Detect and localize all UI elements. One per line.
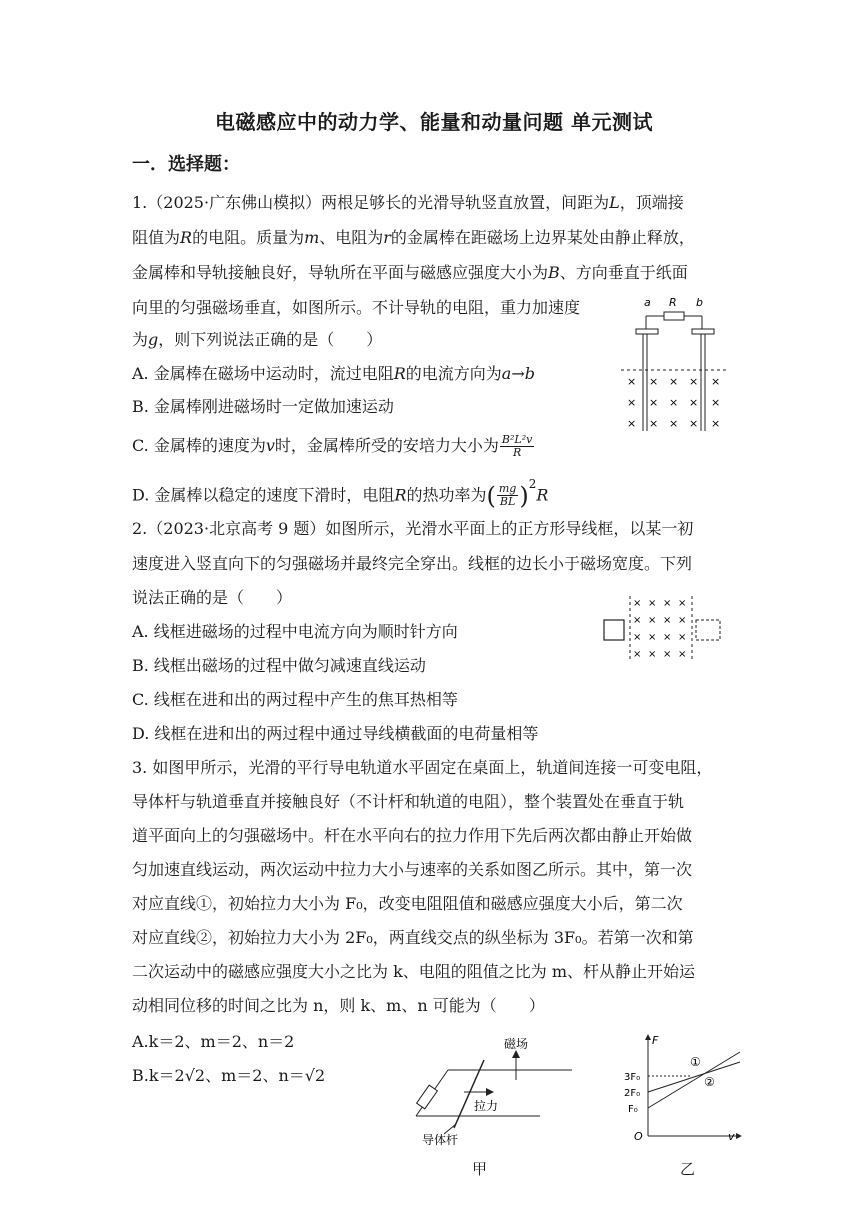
- svg-text:×: ×: [663, 649, 672, 660]
- q3-line-3: 道平面向上的匀强磁场中。杆在水平向右的拉力作用下先后两次都由静止开始做: [132, 826, 693, 845]
- x-axis-label: v: [728, 1130, 735, 1143]
- q1-power-fraction: $\frac{mg}{BL}$: [498, 482, 517, 509]
- q1-line-3: 金属棒和导轨接触良好，导轨所在平面与磁感应强度大小为B、方向垂直于纸面: [132, 263, 688, 282]
- resistor-icon: [664, 312, 684, 320]
- q3-line-6: 对应直线②，初始拉力大小为 2F₀，两直线交点的纵坐标为 3F₀。若第一次和第: [132, 928, 694, 947]
- field-marks: [627, 375, 720, 430]
- q3-figure-yi: [622, 1030, 752, 1143]
- q2-line-2: 速度进入竖直向下的匀强磁场并最终完全穿出。线框的边长小于磁场宽度。下列: [132, 554, 693, 573]
- svg-text:×: ×: [669, 375, 679, 388]
- q3-option-a: A.k＝2、m＝2、n＝2: [132, 1032, 295, 1051]
- q2-option-d: D. 线框在进和出的两过程中通过导线横截面的电荷量相等: [132, 724, 539, 743]
- svg-text:×: ×: [678, 615, 687, 626]
- q2-option-a: A. 线框进磁场的过程中电流方向为顺时针方向: [132, 622, 458, 641]
- svg-text:×: ×: [633, 615, 642, 626]
- label-a: a: [644, 296, 651, 309]
- q3-line-2: 导体杆与轨道垂直并接触良好（不计杆和轨道的电阻），整个装置处在垂直于轨: [132, 792, 685, 811]
- field-arrow-icon: [512, 1050, 520, 1058]
- svg-text:×: ×: [678, 649, 687, 660]
- document-title: 电磁感应中的动力学、能量和动量问题 单元测试: [215, 110, 653, 134]
- q2-frame-figure: [600, 594, 724, 662]
- q1-line-1: 1.（2025·广东佛山模拟）两根足够长的光滑导轨竖直放置，间距为L，顶端接: [132, 193, 684, 212]
- q2-line-3: 说法正确的是（ ）: [132, 588, 293, 607]
- svg-text:×: ×: [689, 396, 699, 409]
- svg-text:×: ×: [669, 417, 679, 430]
- svg-text:×: ×: [663, 615, 672, 626]
- rod-label: 导体杆: [422, 1133, 459, 1147]
- section-heading: 一．选择题：: [132, 154, 240, 175]
- q1-option-a: A. 金属棒在磁场中运动时，流过电阻R的电流方向为a→b: [132, 364, 535, 383]
- svg-text:×: ×: [633, 649, 642, 660]
- svg-text:×: ×: [649, 396, 659, 409]
- svg-text:×: ×: [689, 375, 699, 388]
- q1-option-b: B. 金属棒刚进磁场时一定做加速运动: [132, 397, 394, 416]
- q3-line-7: 二次运动中的磁感应强度大小之比为 k、电阻的阻值之比为 m、杆从静止开始运: [132, 962, 696, 981]
- q3-line-8: 动相同位移的时间之比为 n，则 k、m、n 可能为（ ）: [132, 996, 545, 1015]
- q3-line-4: 匀加速直线运动，两次运动中拉力大小与速率的关系如图乙所示。其中，第一次: [132, 860, 693, 879]
- svg-text:×: ×: [678, 632, 687, 643]
- y-axis-label: F: [652, 1034, 659, 1047]
- tick-2f0: 2F₀: [624, 1088, 641, 1099]
- force-label: 拉力: [474, 1099, 499, 1113]
- q1-line-4: 向里的匀强磁场垂直，如图所示。不计导轨的电阻，重力加速度: [132, 298, 581, 317]
- line-1-label: ①: [690, 1055, 701, 1069]
- square-frame: [604, 620, 624, 640]
- variable-resistor-icon: [417, 1085, 438, 1109]
- tick-3f0: 3F₀: [624, 1072, 641, 1083]
- q3-figure-jia: [404, 1036, 584, 1146]
- svg-text:×: ×: [663, 598, 672, 609]
- q1-option-c: C. 金属棒的速度为v时，金属棒所受的安培力大小为 $\frac{\text{B²L²v}}{R}$: [132, 433, 533, 459]
- q1-force-fraction: $\frac{\text{B²L²v}}{R}$: [501, 433, 533, 459]
- svg-text:×: ×: [649, 375, 659, 388]
- svg-text:×: ×: [663, 632, 672, 643]
- label-b: b: [696, 296, 703, 309]
- line-2-label: ②: [704, 1075, 715, 1089]
- q2-line-1: 2.（2023·北京高考 9 题）如图所示，光滑水平面上的正方形导线框，以某一初: [132, 519, 694, 538]
- figure-yi-caption: 乙: [680, 1160, 696, 1178]
- q1-option-d: D. 金属棒以稳定的速度下滑时，电阻R的热功率为( $\frac{mg}{BL}$ )$^2$R: [132, 477, 549, 510]
- label-resistor: R: [669, 296, 677, 309]
- origin-label: O: [634, 1130, 643, 1143]
- svg-text:×: ×: [633, 632, 642, 643]
- force-arrow-icon: [486, 1088, 494, 1096]
- q1-line-5: 为g，则下列说法正确的是（ ）: [132, 330, 383, 349]
- svg-text:×: ×: [648, 632, 657, 643]
- svg-text:×: ×: [648, 649, 657, 660]
- svg-text:×: ×: [648, 598, 657, 609]
- q2-option-b: B. 线框出磁场的过程中做匀减速直线运动: [132, 656, 426, 675]
- svg-text:×: ×: [689, 417, 699, 430]
- svg-text:×: ×: [711, 396, 721, 409]
- svg-text:×: ×: [678, 598, 687, 609]
- q3-line-1: 3. 如图甲所示，光滑的平行导电轨道水平固定在桌面上，轨道间连接一可变电阻，: [132, 758, 713, 777]
- figure-jia-caption: 甲: [472, 1160, 488, 1178]
- svg-text:×: ×: [649, 417, 659, 430]
- svg-text:×: ×: [669, 396, 679, 409]
- q1-rail-figure: [616, 296, 736, 436]
- q3-line-5: 对应直线①，初始拉力大小为 F₀，改变电阻阻值和磁感应强度大小后，第二次: [132, 894, 683, 913]
- svg-text:×: ×: [633, 598, 642, 609]
- svg-text:×: ×: [627, 396, 637, 409]
- tick-f0: F₀: [628, 1104, 638, 1115]
- dashed-frame: [696, 620, 720, 640]
- field-marks: [633, 598, 686, 660]
- field-label: 磁场: [504, 1037, 529, 1051]
- svg-text:×: ×: [627, 417, 637, 430]
- q3-option-b: B.k＝2√2、m＝2、n＝√2: [132, 1066, 326, 1085]
- q1-line-2: 阻值为R的电阻。质量为m、电阻为r的金属棒在距磁场上边界某处由静止释放，: [132, 228, 695, 247]
- svg-text:×: ×: [627, 375, 637, 388]
- svg-text:×: ×: [648, 615, 657, 626]
- q2-option-c: C. 线框在进和出的两过程中产生的焦耳热相等: [132, 690, 458, 709]
- svg-text:×: ×: [711, 417, 721, 430]
- svg-text:×: ×: [711, 375, 721, 388]
